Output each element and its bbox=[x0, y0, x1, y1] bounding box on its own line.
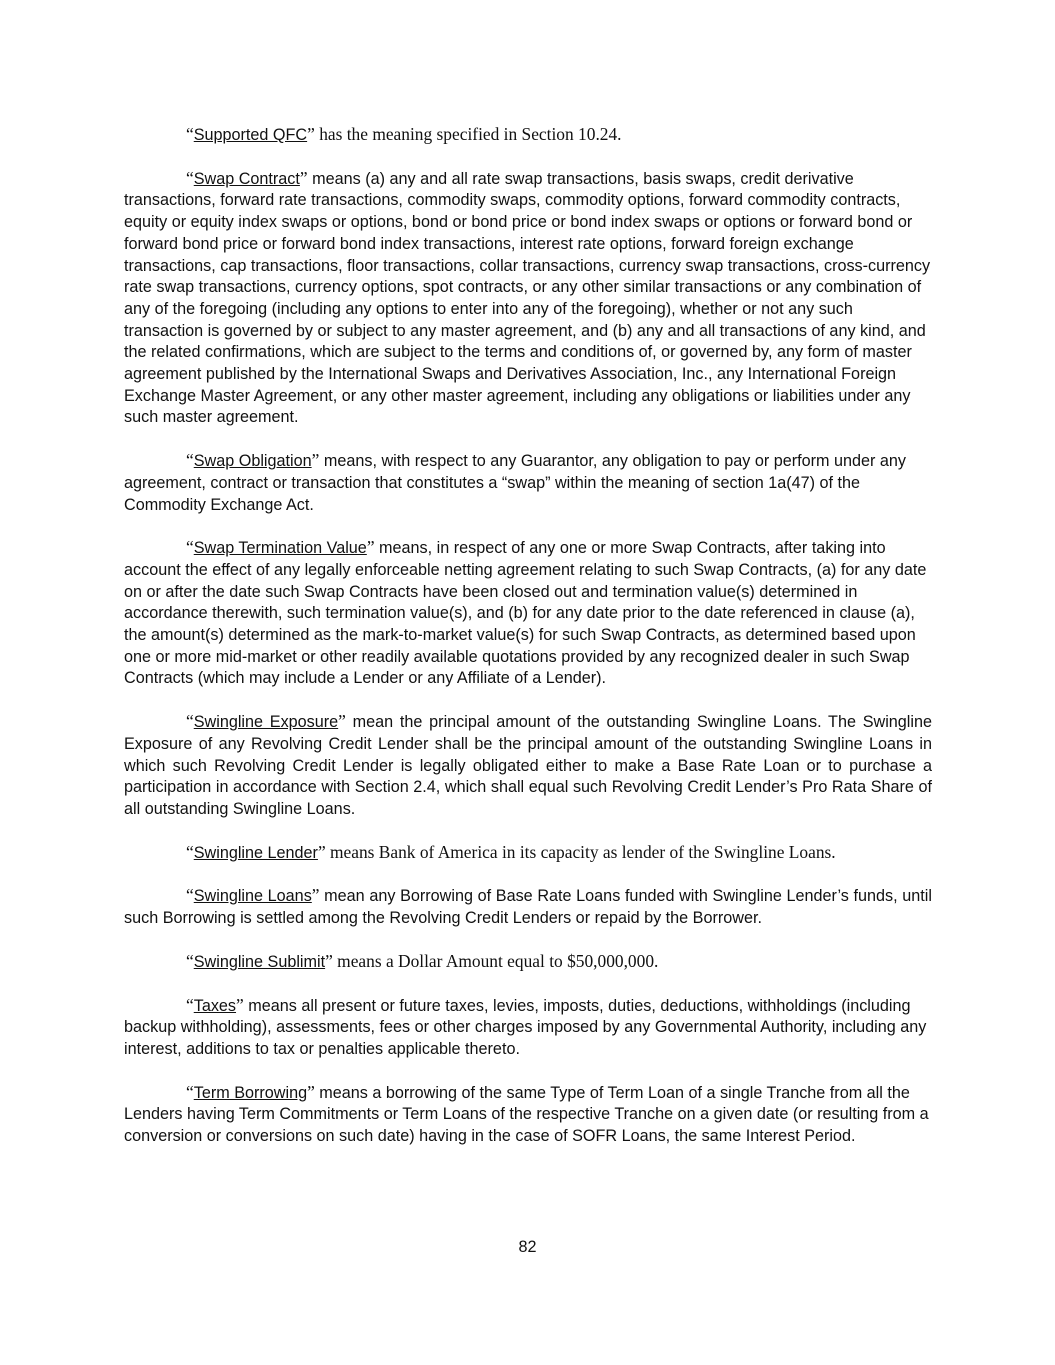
definition-swap-termination-value: “Swap Termination Value” means, in respect of any one or more Swap Contracts, after taking into account the effect of any legally enforceable netting agreement relating to such Swap Contracts, (a) for any date on or after the date such Swap Contracts have been closed out and termination value(s) determined in accordance therewith, such termination value(s), and (b) for any date prior to the date referenced in clause (a), the amount(s) determined as the mark-to-market value(s) for such Swap Contracts, as determined based upon one or more mid-market or other readily available quotations provided by any recognized dealer in such Swap Contracts (which may include a Lender or any Affiliate of a Lender). bbox=[124, 537, 927, 688]
defined-term: Term Borrowing bbox=[193, 1083, 308, 1102]
definition-text: mean any Borrowing of Base Rate Loans funded with Swingline Lender’s funds, until such Borrowing is settled among the Revolving Credit Lenders or repaid by the Borrower. bbox=[124, 887, 932, 928]
definition-swingline-sublimit: “Swingline Sublimit” means a Dollar Amount equal to $50,000,000. bbox=[186, 950, 659, 971]
definition-text: means a Dollar Amount equal to $50,000,000. bbox=[332, 950, 659, 971]
defined-term: Supported QFC bbox=[193, 126, 308, 144]
defined-term: Swap Termination Value bbox=[193, 539, 367, 558]
document-page bbox=[124, 124, 932, 1169]
definition-swingline-loans: “Swingline Loans” mean any Borrowing of Base Rate Loans funded with Swingline Lender’s funds, until such Borrowing is settled among the Revolving Credit Lenders or repaid by the Borrower. bbox=[124, 885, 932, 928]
definition-swap-obligation: “Swap Obligation” means, with respect to any Guarantor, any obligation to pay or perform under any agreement, contract or transaction that constitutes a “swap” within the meaning of section 1a(47) of the Commodity Exchange Act. bbox=[124, 450, 907, 514]
definition-text: means, with respect to any Guarantor, any obligation to pay or perform under any agreement, contract or transaction that constitutes a “swap” within the meaning of section 1a(47) of the Commodity Exchange Act. bbox=[124, 452, 907, 514]
definition-taxes: “Taxes” means all present or future taxes, levies, imposts, duties, deductions, withholdings (including backup withholding), assessments, fees or other charges imposed by any Governmental Authority, including any interest, additions to tax or penalties applicable thereto. bbox=[124, 994, 927, 1058]
definition-text: means (a) any and all rate swap transactions, basis swaps, credit derivative transactions, forward rate transactions, commodity swaps, commodity options, forward commodity contracts, equity or equity index swaps or options, bond or bond price or bond index swaps or options or forward bond or forward bond price or forward bond index transactions, interest rate options, forward foreign exchange transactions, cap transactions, floor transactions, collar transactions, currency swap transactions, cross-currency rate swap transactions, currency options, spot contracts, or any other similar transactions or any combination of any of the foregoing (including any options to enter into any of the foregoing), whether or not any such transaction is governed by or subject to any master agreement, and (b) any and all transactions of any kind, and the related confirmations, which are subject to the terms and conditions of, or governed by, any form of master agreement published by the International Swaps and Derivatives Association, Inc., any International Foreign Exchange Master Agreement, or any other master agreement, including any obligations or liabilities under any such master agreement. bbox=[124, 169, 931, 427]
definition-text: means Bank of America in its capacity as lender of the Swingline Loans. bbox=[325, 841, 836, 862]
definition-swingline-exposure: “Swingline Exposure” mean the principal amount of the outstanding Swingline Loans. The Swingline Exposure of any Revolving Credit Lender shall be the principal amount of the outstanding Swingline Loans in which such Revolving Credit Lender is legally obligated either to make a Base Rate Loan or to purchase a participation in accordance with Section 2.4, which shall equal such Revolving Credit Lender’s Pro Rata Share of all outstanding Swingline Loans. bbox=[124, 711, 932, 818]
defined-term: Swap Obligation bbox=[193, 452, 312, 471]
definition-swap-contract: “Swap Contract” means (a) any and all rate swap transactions, basis swaps, credit derivative transactions, forward rate transactions, commodity swaps, commodity options, forward commodity contracts, equity or equity index swaps or options, bond or bond price or bond index swaps or options or forward bond or forward bond price or forward bond index transactions, interest rate options, forward foreign exchange transactions, cap transactions, floor transactions, collar transactions, currency swap transactions, cross-currency rate swap transactions, currency options, spot contracts, or any other similar transactions or any combination of any of the foregoing (including any options to enter into any of the foregoing), whether or not any such transaction is governed by or subject to any master agreement, and (b) any and all transactions of any kind, and the related confirmations, which are subject to the terms and conditions of, or governed by, any form of master agreement published by the International Swaps and Derivatives Association, Inc., any International Foreign Exchange Master Agreement, or any other master agreement, including any obligations or liabilities under any such master agreement. bbox=[124, 167, 931, 427]
defined-term: Swingline Exposure bbox=[193, 713, 339, 732]
defined-term: Swingline Lender bbox=[193, 843, 318, 862]
defined-term: Taxes bbox=[193, 996, 237, 1015]
definition-swingline-lender: “Swingline Lender” means Bank of America in its capacity as lender of the Swingline Loans. bbox=[186, 841, 836, 862]
definition-term-borrowing: “Term Borrowing” means a borrowing of the same Type of Term Loan of a single Tranche from all the Lenders having Term Commitments or Term Loans of the respective Tranche on a given date (or resulting from a conversion or conversions on such date) having in the case of SOFR Loans, the same Interest Period. bbox=[124, 1081, 929, 1146]
definition-text: means a borrowing of the same Type of Term Loan of a single Tranche from all the Lenders having Term Commitments or Term Loans of the respective Tranche on a given date (or resulting from a conversion or conversions on such date) having in the case of SOFR Loans, the same Interest Period. bbox=[124, 1083, 929, 1146]
defined-term: Swap Contract bbox=[193, 169, 300, 188]
definition-supported-qfc: “Supported QFC” has the meaning specified in Section 10.24. bbox=[186, 124, 622, 144]
defined-term: Swingline Sublimit bbox=[193, 952, 326, 971]
definition-text: means, in respect of any one or more Swap Contracts, after taking into account the effect of any legally enforceable netting agreement relating to such Swap Contracts, (a) for any date on or after the date such Swap Contracts have been closed out and termination value(s) determined in accordance therewith, such termination value(s), and (b) for any date prior to the date referenced in clause (a), the amount(s) determined as the mark-to-market value(s) for such Swap Contracts, as determined based upon one or more mid-market or other readily available quotations provided by any recognized dealer in such Swap Contracts (which may include a Lender or any Affiliate of a Lender). bbox=[124, 539, 927, 688]
defined-term: Swingline Loans bbox=[193, 887, 312, 906]
definition-text: has the meaning specified in Section 10.24. bbox=[314, 124, 622, 144]
page-number: 82 bbox=[518, 1238, 537, 1256]
definition-text: mean the principal amount of the outstanding Swingline Loans. The Swingline Exposure of any Revolving Credit Lender shall be the principal amount of the outstanding Swingline Loans in which such Revolving Credit Lender is legally obligated either to make a Base Rate Loan or to purchase a participation in accordance with Section 2.4, which shall equal such Revolving Credit Lender’s Pro Rata Share of all outstanding Swingline Loans. bbox=[124, 713, 932, 818]
definition-text: means all present or future taxes, levies, imposts, duties, deductions, withholdings (including backup withholding), assessments, fees or other charges imposed by any Governmental Authority, including any interest, additions to tax or penalties applicable thereto. bbox=[124, 996, 927, 1058]
